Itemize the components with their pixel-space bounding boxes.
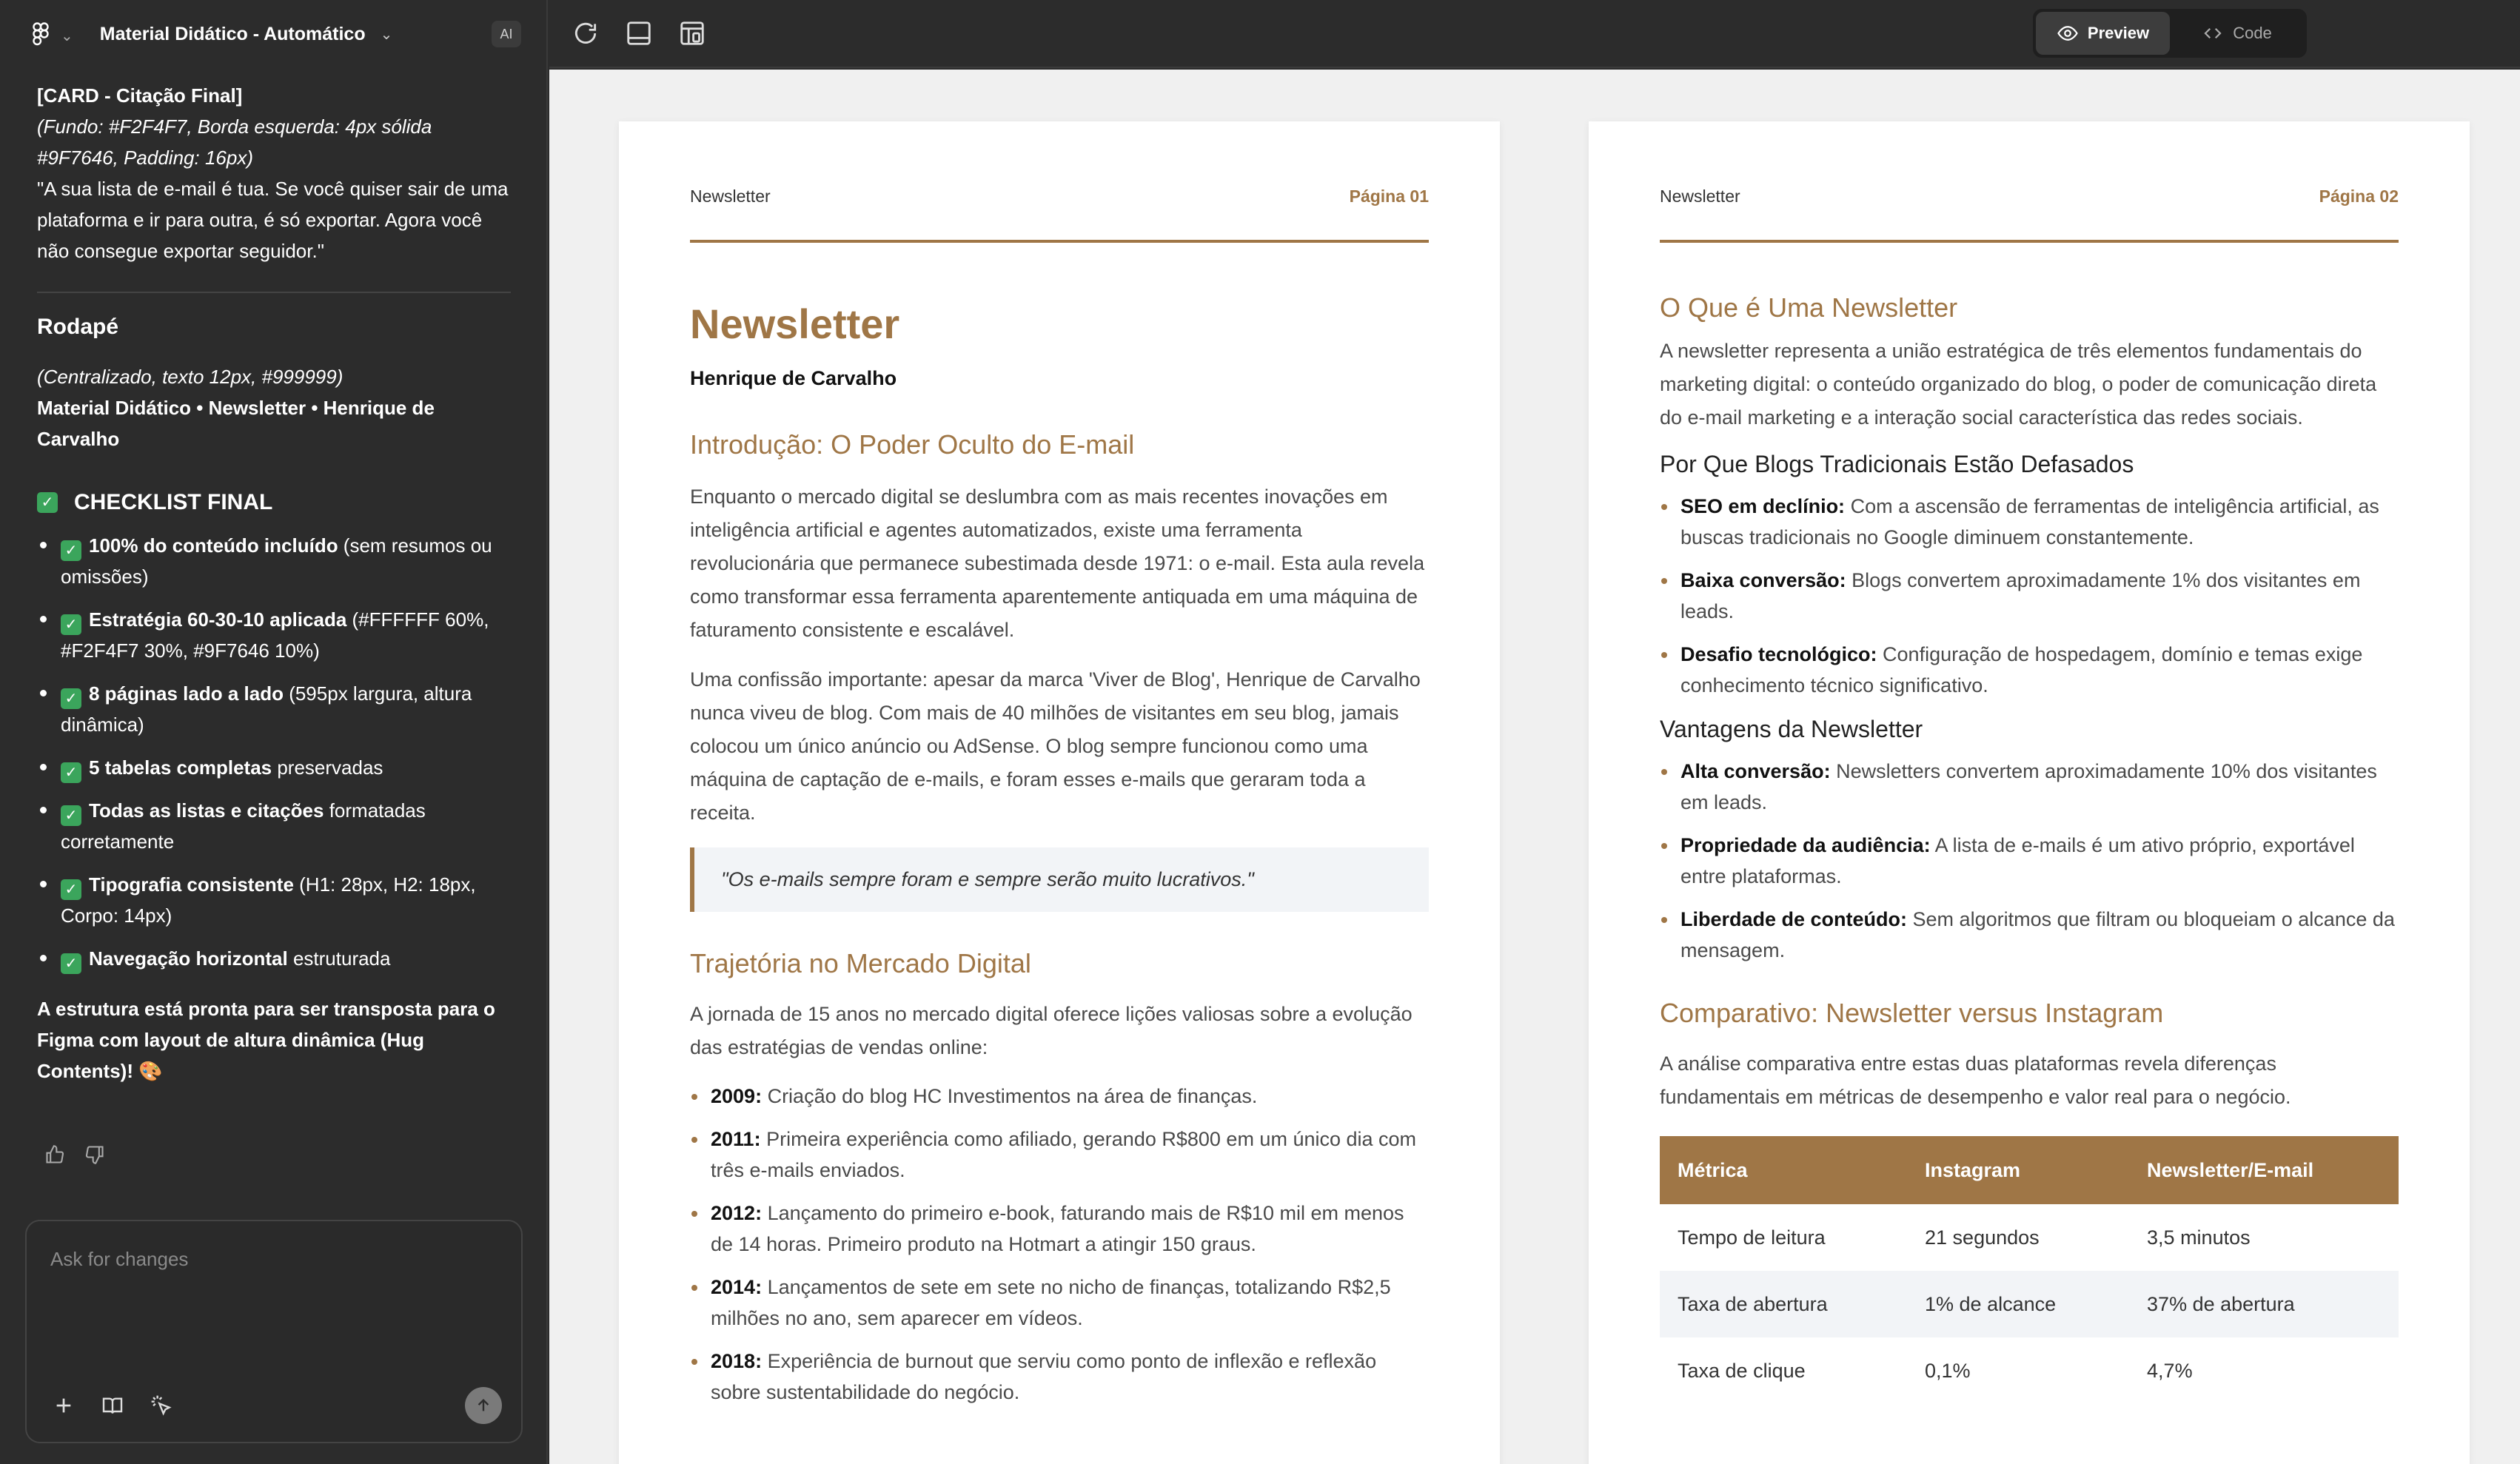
checklist-item (37, 678, 511, 740)
timeline-item-label: 2018: (711, 1350, 763, 1372)
code-icon (2202, 22, 2224, 44)
intro-paragraph-2: Uma confissão importante: apesar da marca 'Viver de Blog', Henrique de Carvalho nunca viveu de blog. Com mais de 40 milhões de visitantes em seu blog, jamais colocou um único anúncio ou AdSense. O blog sempre funcionou como uma máquina de captação de e-mails, e foram esses e-mails que geraram toda a receita. (690, 668, 1421, 824)
ai-badge[interactable]: AI (492, 21, 521, 47)
checklist-item-rest: (#FFFFFF 60%, #F2F4F7 30%, #9F7646 10%) (61, 608, 489, 662)
eye-icon (2057, 22, 2079, 44)
page-header-title: Newsletter (1660, 186, 1740, 206)
thumbs-down-icon[interactable] (84, 1144, 105, 1169)
comparison-paragraph: A análise comparativa entre estas duas plataformas revela diferenças fundamentais em métricas de desempenho e valor real para o negócio. (1660, 1052, 2291, 1108)
chat-panel (0, 0, 548, 1464)
timeline-item-text: Primeira experiência como afiliado, gerando R$800 em um único dia com três e-mails enviados. (711, 1128, 1417, 1181)
table-cell: 4,7% (2129, 1337, 2399, 1404)
checklist-item-bold: 5 tabelas completas (89, 756, 272, 779)
preview-canvas[interactable] (549, 70, 2520, 1464)
timeline-item (690, 1198, 1429, 1260)
check-icon: ✓ (61, 614, 81, 635)
checklist-item (37, 869, 511, 931)
list-item (1660, 639, 2399, 701)
chevron-down-icon[interactable]: ⌄ (380, 26, 393, 43)
newsletter-page-2 (1589, 121, 2470, 1464)
checklist-item-bold: Navegação horizontal (89, 947, 288, 970)
footer-heading: Rodapé (37, 315, 119, 339)
checklist-title: ✓ CHECKLIST FINAL (37, 487, 511, 518)
check-icon: ✓ (61, 805, 81, 826)
check-icon: ✓ (61, 879, 81, 900)
timeline-item-text: Criação do blog HC Investimentos na área de finanças. (762, 1085, 1258, 1107)
comparison-heading: Comparativo: Newsletter versus Instagram (1660, 998, 2164, 1028)
responsive-view-icon[interactable] (678, 19, 706, 51)
table-cell: 37% de abertura (2129, 1271, 2399, 1337)
table-cell: 3,5 minutos (2129, 1204, 2399, 1271)
checklist-item-rest: (H1: 28px, H2: 18px, Corpo: 14px) (61, 873, 476, 927)
card-quote: "A sua lista de e-mail é tua. Se você quiser sair de uma plataforma e ir para outra, é só exportar. Agora você não consegue exportar seguidor." (37, 178, 509, 262)
table-row (1660, 1337, 2399, 1404)
advantages-heading: Vantagens da Newsletter (1660, 716, 1923, 742)
timeline-item-text: Lançamento do primeiro e-book, faturando mais de R$10 mil em menos de 14 horas. Primeiro produto na Hotmart a atingir 150 graus. (711, 1202, 1404, 1255)
figma-logo-icon[interactable] (25, 19, 56, 50)
divider (37, 292, 511, 293)
timeline-item-label: 2009: (711, 1085, 763, 1107)
table-header-cell: Instagram (1907, 1136, 2129, 1204)
footer-spec: (Centralizado, texto 12px, #999999) (37, 366, 344, 388)
list-item (1660, 830, 2399, 892)
list-item (1660, 565, 2399, 627)
table-header-cell: Métrica (1660, 1136, 1907, 1204)
list-item-label: Liberdade de conteúdo: (1680, 908, 1908, 930)
timeline-item (690, 1081, 1429, 1112)
chat-header (0, 0, 546, 68)
project-title[interactable]: Material Didático - Automático (99, 23, 366, 44)
checklist-item-rest: formatadas corretamente (61, 799, 426, 853)
checklist-item-bold: Tipografia consistente (89, 873, 294, 896)
list-item (1660, 756, 2399, 818)
table-cell: 0,1% (1907, 1337, 2129, 1404)
checklist-item-bold: Todas as listas e citações (89, 799, 324, 822)
timeline-item-label: 2011: (711, 1128, 761, 1150)
card-heading: [CARD - Citação Final] (37, 84, 243, 107)
checklist-item-bold: 100% do conteúdo incluído (89, 534, 338, 557)
list-item-text: Newsletters convertem aproximadamente 10% dos visitantes em leads. (1680, 760, 2377, 813)
timeline-item (690, 1124, 1429, 1186)
what-paragraph: A newsletter representa a união estratégica de três elementos fundamentais do marketing digital: o conteúdo organizado do blog, o poder de comunicação direta do e-mail marketing e a interação social característica das redes sociais. (1660, 340, 2377, 429)
checklist-item (37, 943, 511, 974)
trajectory-intro: A jornada de 15 anos no mercado digital oferece lições valiosas sobre a evolução das estratégias de vendas online: (690, 1003, 1413, 1058)
what-heading: O Que é Uma Newsletter (1660, 292, 1958, 323)
checklist-item-rest: estruturada (287, 947, 391, 970)
table-cell: Taxa de clique (1660, 1337, 1907, 1404)
check-icon: ✓ (61, 688, 81, 709)
list-item-text: Blogs convertem aproximadamente 1% dos visitantes em leads. (1680, 569, 2361, 622)
list-item-label: Propriedade da audiência: (1680, 834, 1931, 856)
checklist-item (37, 604, 511, 666)
checklist-item-bold: 8 páginas lado a lado (89, 682, 284, 705)
newsletter-page-1 (619, 121, 1500, 1464)
footer-text: Material Didático • Newsletter • Henrique de Carvalho (37, 397, 435, 450)
table-cell: Taxa de abertura (1660, 1271, 1907, 1337)
feedback-actions (44, 1144, 105, 1169)
quote-card: "Os e-mails sempre foram e sempre serão muito lucrativos." (690, 847, 1429, 912)
toolbar-icons (572, 19, 706, 51)
timeline-item (690, 1346, 1429, 1408)
table-cell: 21 segundos (1907, 1204, 2129, 1271)
check-icon: ✓ (61, 953, 81, 974)
page-number: Página 02 (2319, 186, 2399, 206)
page-title: Newsletter (690, 300, 900, 347)
page-header (1660, 121, 2399, 243)
list-item-text: Configuração de hospedagem, domínio e temas exige conhecimento técnico significativo. (1680, 643, 2363, 696)
ask-input-placeholder[interactable]: Ask for changes (50, 1248, 189, 1270)
list-item-label: SEO em declínio: (1680, 495, 1846, 517)
checklist-item-rest: preservadas (272, 756, 383, 779)
card-spec: (Fundo: #F2F4F7, Borda esquerda: 4px sólida #9F7646, Padding: 16px) (37, 115, 432, 169)
intro-paragraph-1: Enquanto o mercado digital se deslumbra com as mais recentes inovações em inteligência artificial e agentes automatizados, existe uma ferramenta revolucionária que permanece subestimada desde 1971: o e-mail. Esta aula revela como transformar essa ferramenta aparentemente antiquada em uma máquina de faturamento consistente e escalável. (690, 486, 1425, 641)
magic-select-icon[interactable] (150, 1394, 173, 1421)
timeline-item-text: Lançamentos de sete em sete no nicho de finanças, totalizando R$2,5 milhões no ano, sem aparecer em vídeos. (711, 1276, 1391, 1329)
check-icon: ✓ (61, 540, 81, 561)
timeline-list (690, 1081, 1429, 1408)
preview-toolbar (549, 0, 2520, 68)
list-item-text: Com a ascensão de ferramentas de inteligência artificial, as buscas tradicionais no Google diminuem constantemente. (1680, 495, 2379, 548)
comparison-table (1660, 1136, 2399, 1404)
table-row (1660, 1271, 2399, 1337)
checklist-item (37, 795, 511, 857)
table-row (1660, 1204, 2399, 1271)
list-item-text: A lista de e-mails é um ativo próprio, exportável entre plataformas. (1680, 834, 2355, 887)
refresh-icon[interactable] (572, 19, 600, 51)
page-header (690, 121, 1429, 243)
desktop-view-icon[interactable] (625, 19, 653, 51)
thumbs-up-icon[interactable] (44, 1144, 65, 1169)
list-item (1660, 904, 2399, 966)
ask-input-box[interactable] (25, 1220, 523, 1443)
plus-icon[interactable] (52, 1394, 76, 1421)
blogs-list (1660, 491, 2399, 701)
input-tools (52, 1394, 173, 1421)
table-cell: 1% de alcance (1907, 1271, 2129, 1337)
list-item-text: Sem algoritmos que filtram ou bloqueiam o alcance da mensagem. (1680, 908, 2395, 961)
advantages-list (1660, 756, 2399, 966)
table-header-cell: Newsletter/E-mail (2129, 1136, 2399, 1204)
arrow-up-icon (475, 1397, 492, 1414)
table-cell: Tempo de leitura (1660, 1204, 1907, 1271)
checklist-item-rest: (595px largura, altura dinâmica) (61, 682, 472, 736)
checklist-item-bold: Estratégia 60-30-10 aplicada (89, 608, 347, 631)
checklist-item-rest: (sem resumos ou omissões) (61, 534, 492, 588)
list-item-label: Baixa conversão: (1680, 569, 1846, 591)
preview-tab[interactable]: Preview (2036, 12, 2170, 55)
send-button[interactable] (465, 1387, 502, 1424)
timeline-item-label: 2012: (711, 1202, 763, 1224)
trajectory-heading: Trajetória no Mercado Digital (690, 948, 1031, 978)
page-header-title: Newsletter (690, 186, 771, 206)
checklist-item (37, 530, 511, 592)
list-item (1660, 491, 2399, 553)
chevron-down-icon[interactable]: ⌄ (61, 27, 73, 44)
chat-messages (37, 80, 511, 1087)
checklist-item (37, 752, 511, 783)
list-item-label: Alta conversão: (1680, 760, 1831, 782)
list-item-label: Desafio tecnológico: (1680, 643, 1877, 665)
table-header-row (1660, 1136, 2399, 1204)
intro-heading: Introdução: O Poder Oculto do E-mail (690, 429, 1135, 460)
code-tab[interactable]: Code (2170, 12, 2304, 55)
check-icon: ✓ (61, 762, 81, 783)
timeline-item-text: Experiência de burnout que serviu como ponto de inflexão e reflexão sobre sustentabilidade do negócio. (711, 1350, 1377, 1403)
timeline-item (690, 1272, 1429, 1334)
checklist (37, 530, 511, 974)
author-name: Henrique de Carvalho (690, 367, 897, 389)
book-icon[interactable] (101, 1394, 124, 1421)
check-icon: ✓ (37, 492, 58, 513)
page-number: Página 01 (1349, 186, 1429, 206)
timeline-item-label: 2014: (711, 1276, 763, 1298)
final-note: A estrutura está pronta para ser transposta para o Figma com layout de altura dinâmica (Hug Contents)! 🎨 (37, 998, 495, 1082)
view-toggle (2033, 9, 2307, 58)
blogs-heading: Por Que Blogs Tradicionais Estão Defasados (1660, 451, 2134, 477)
